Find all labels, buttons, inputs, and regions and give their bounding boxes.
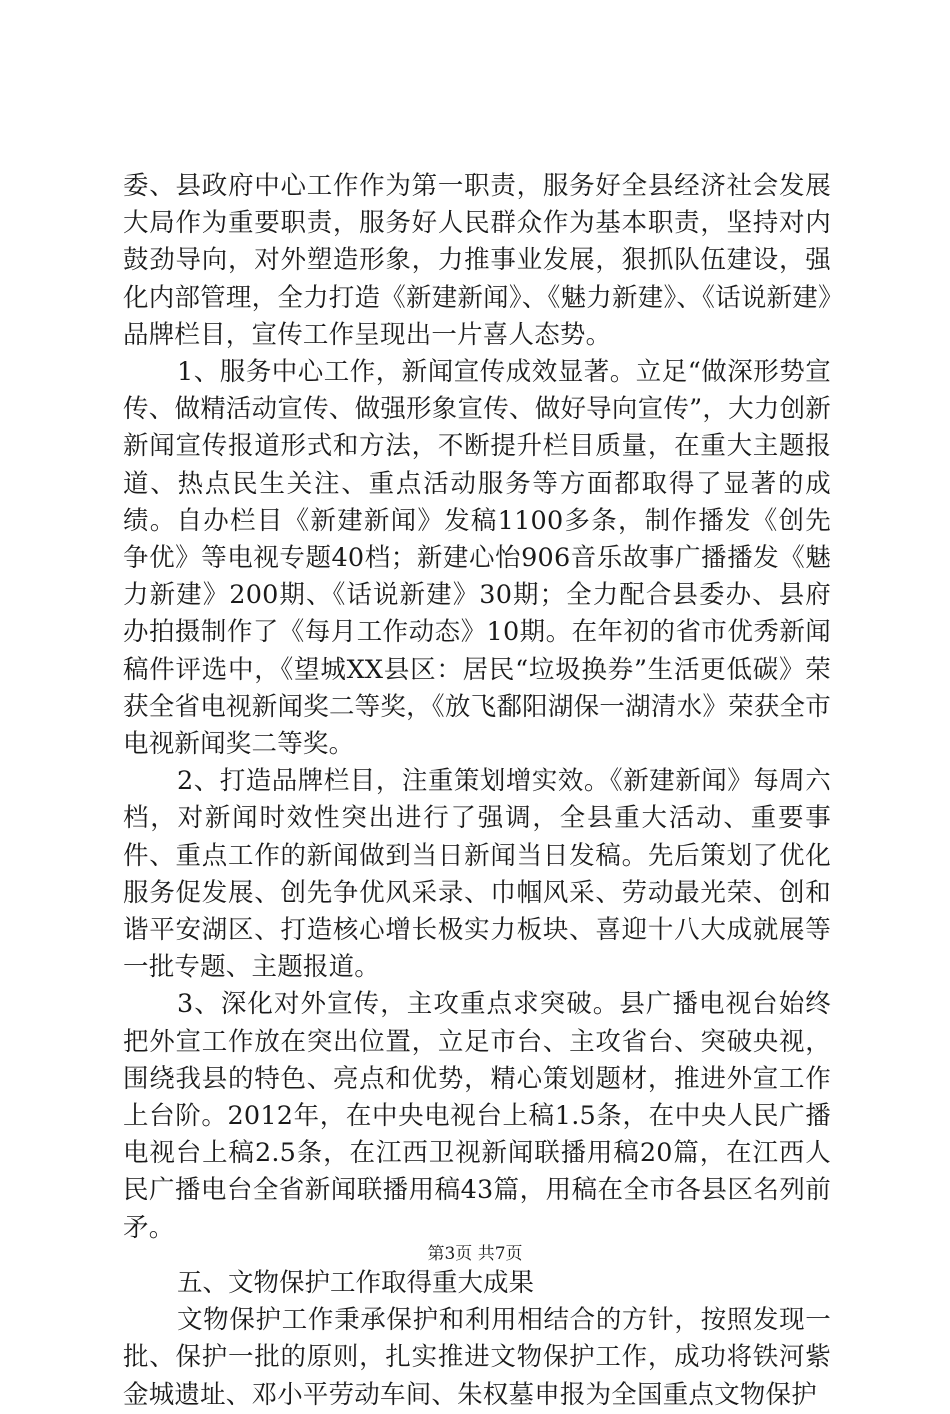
paragraph-intro-continuation: 委、县政府中心工作作为第一职责，服务好全县经济社会发展大局作为重要职责，服务好人民群众作为基本职责，坚持对内鼓劲导向，对外塑造形象，力推事业发展，狠抓队伍建设，强化内部管理，全力打造《新建新闻》、《魅力新建》、《话说新建》品牌栏目，宣传工作呈现出一片喜人态势。 (123, 171, 831, 350)
paragraph-external-publicity: 3、深化对外宣传，主攻重点求突破。县广播电视台始终把外宣工作放在突出位置，立足市台、主攻省台、突破央视，围绕我县的特色、亮点和优势，精心策划题材，推进外宣工作上台阶。2012年，在中央电视台上稿1.5条，在中央人民广播电视台上稿2.5条，在江西卫视新闻联播用稿20篇，在江西人民广播电台全省新闻联播用稿43篇，用稿在全市各县区名列前矛。 (123, 989, 831, 1243)
paragraph-brand-programs: 2、打造品牌栏目，注重策划增实效。《新建新闻》每周六档，对新闻时效性突出进行了强调，全县重大活动、重要事件、重点工作的新闻做到当日新闻当日发稿。先后策划了优化服务促发展、创先争优风采录、巾帼风采、劳动最光荣、创和谐平安湖区、打造核心增长极实力板块、喜迎十八大成就展等一批专题、主题报道。 (123, 766, 831, 983)
paragraph-cultural-relics: 文物保护工作秉承保护和利用相结合的方针，按照发现一批、保护一批的原则，扎实推进文物保护工作，成功将铁河紫金城遗址、邓小平劳动车间、朱权墓申报为全国重点文物保护 (123, 1305, 831, 1410)
section-heading: 五、文物保护工作取得重大成果 (177, 1267, 535, 1298)
paragraph-news-publicity: 1、服务中心工作，新闻宣传成效显著。立足“做深形势宣传、做精活动宣传、做强形象宣传、做好导向宣传”，大力创新新闻宣传报道形式和方法，不断提升栏目质量，在重大主题报道、热点民生关注、重点活动服务等方面都取得了显著的成绩。自办栏目《新建新闻》发稿1100多条，制作播发《创先争优》等电视专题40档；新建心怡906音乐故事广播播发《魅力新建》200期、《话说新建》30期；全力配合县委办、县府办拍摄制作了《每月工作动态》10期。在年初的省市优秀新闻稿件评选中，《望城XX县区：居民“垃圾换券”生活更低碳》荣获全省电视新闻奖二等奖，《放飞鄱阳湖保一湖清水》荣获全市电视新闻奖二等奖。 (123, 357, 831, 760)
page-footer: 第3页 共7页 (427, 1244, 523, 1264)
document-body (123, 168, 831, 1414)
